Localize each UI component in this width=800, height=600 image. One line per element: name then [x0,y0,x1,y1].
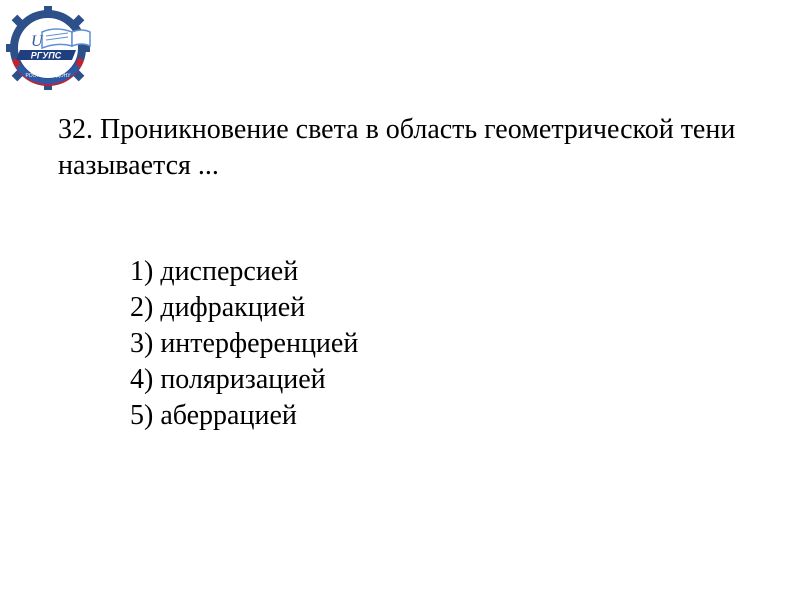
answer-option-3: 3) интерференцией [130,328,359,359]
rgups-emblem-icon [0,2,96,94]
svg-text:U: U [31,33,43,50]
university-logo [0,2,96,94]
logo-badge-text: РГУПС [30,50,62,61]
answer-options-list [130,254,358,434]
answer-option-2: 2) дифракцией [130,292,306,323]
answer-option-5: 5) аберрацией [130,400,297,431]
answer-option-4: 4) поляризацией [130,364,326,395]
answer-option-1: 1) дисперсией [130,256,299,287]
logo-ring-text: РОСТОВ-НА-ДОНУ [25,73,71,79]
question-text: 32. Проникновение света в область геометрической тени называется ... [58,114,736,181]
